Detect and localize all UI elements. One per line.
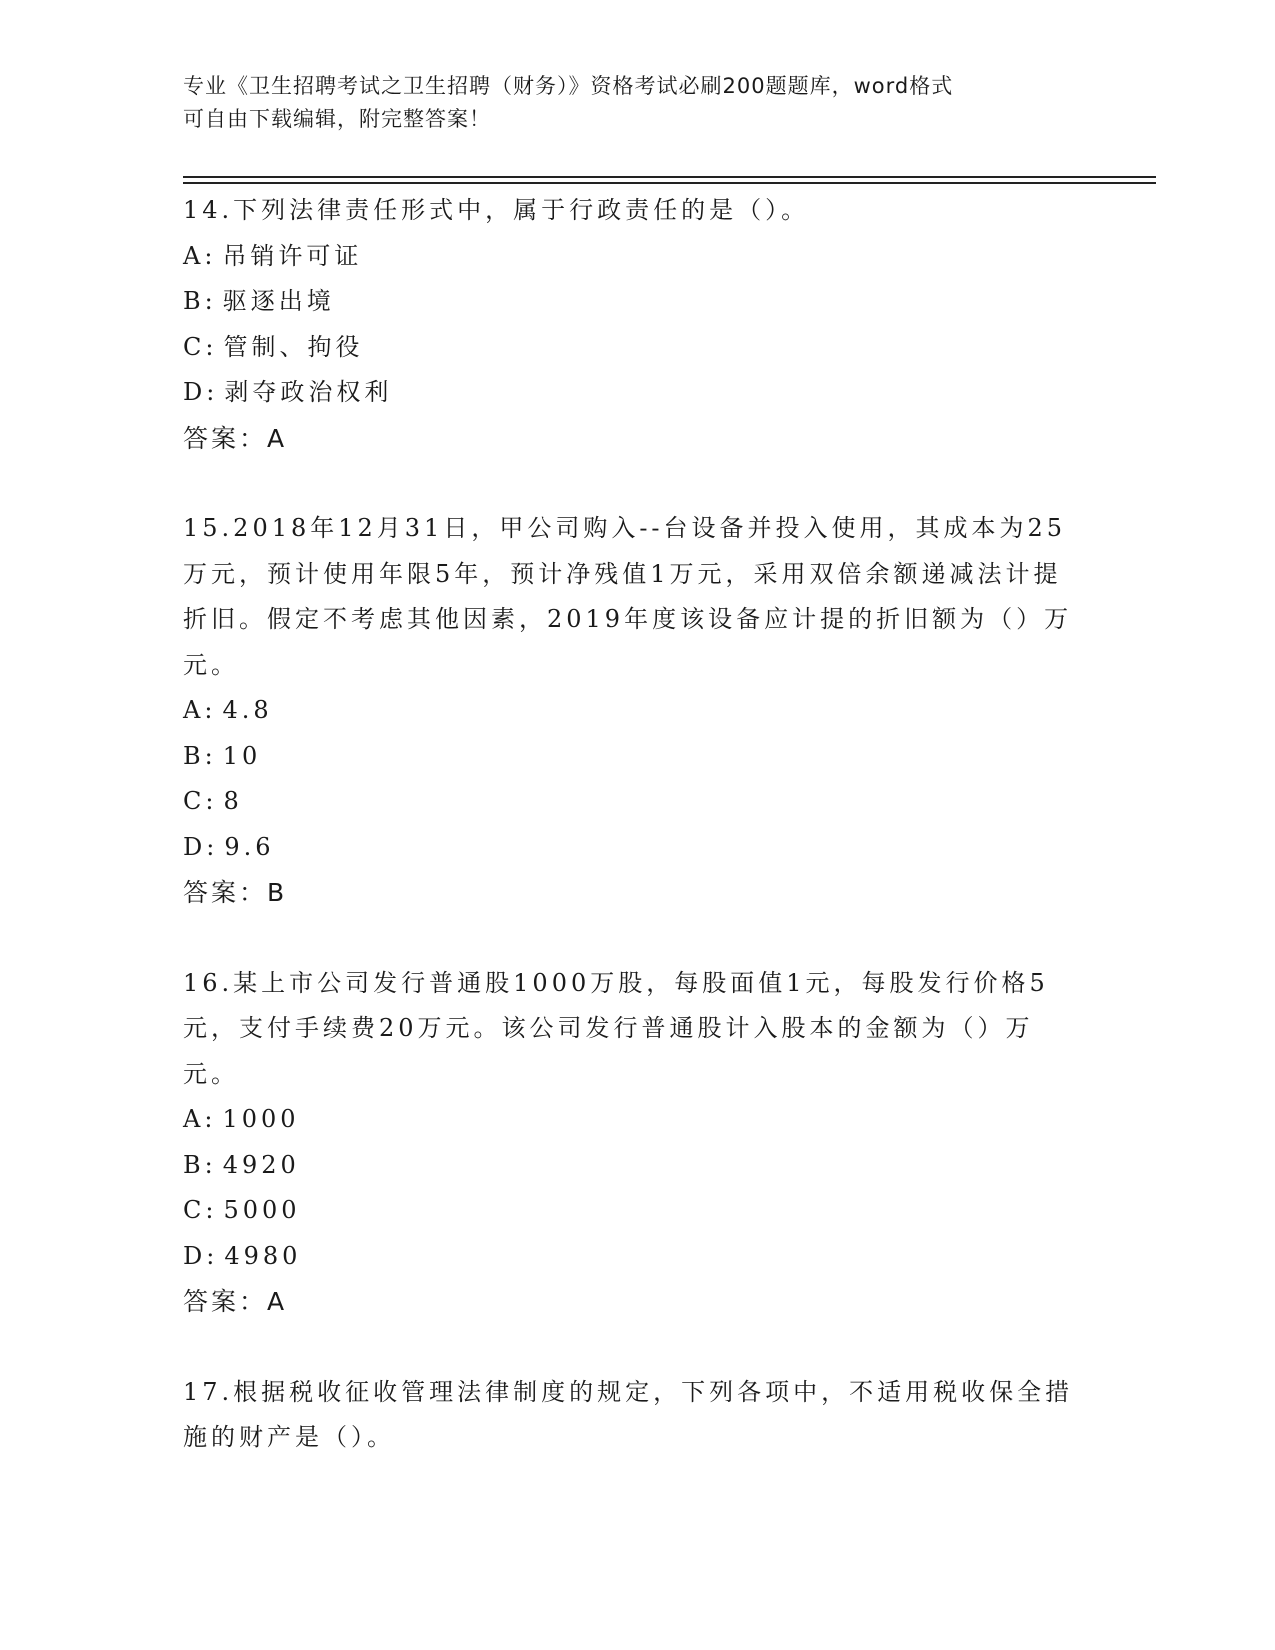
question-stem: 16.某上市公司发行普通股1000万股，每股面值1元，每股发行价格5元，支付手续费20万元。该公司发行普通股计入股本的金额为（）万元。 <box>183 968 1049 1088</box>
option-d <box>183 1234 1083 1280</box>
option-letter: D <box>183 832 207 861</box>
header-line-2: 可自由下载编辑，附完整答案！ <box>183 107 491 131</box>
option-d <box>183 370 1083 416</box>
document-header <box>183 70 1063 136</box>
option-separator: : <box>204 241 217 270</box>
option-a <box>183 234 1083 280</box>
header-divider-top <box>183 176 1156 178</box>
question-15 <box>183 506 1083 916</box>
answer-line <box>183 870 1083 916</box>
option-separator: : <box>204 696 217 724</box>
option-c <box>183 779 1083 825</box>
answer-line <box>183 416 1083 462</box>
option-text: 8 <box>223 787 243 815</box>
option-separator: : <box>204 741 217 770</box>
option-separator: : <box>205 1196 218 1224</box>
answer-value: A <box>267 1287 286 1316</box>
option-letter: B <box>183 741 205 770</box>
answer-line <box>183 1279 1083 1325</box>
option-letter: D <box>183 1241 207 1270</box>
option-text: 吊销许可证 <box>222 241 363 270</box>
option-separator: : <box>206 832 219 861</box>
option-c <box>183 325 1083 371</box>
option-separator: : <box>205 787 218 815</box>
option-text: 9.6 <box>224 832 275 861</box>
option-letter: C <box>183 787 206 815</box>
option-b <box>183 279 1083 325</box>
option-c <box>183 1188 1083 1234</box>
answer-value: A <box>267 423 286 453</box>
option-text: 10 <box>222 741 262 770</box>
option-separator: : <box>206 378 219 406</box>
option-letter: A <box>183 1105 205 1133</box>
option-text: 管制、拘役 <box>223 332 364 361</box>
question-stem: 14.下列法律责任形式中，属于行政责任的是（）。 <box>183 196 810 224</box>
answer-label: 答案： <box>183 878 268 907</box>
option-letter: A <box>183 696 205 724</box>
option-a <box>183 1097 1083 1143</box>
option-text: 5000 <box>223 1196 301 1224</box>
header-line-1: 专业《卫生招聘考试之卫生招聘（财务）》资格考试必刷200题题库，word格式 <box>183 74 954 98</box>
option-separator: : <box>204 287 217 315</box>
option-text: 剥夺政治权利 <box>224 378 393 406</box>
answer-label: 答案： <box>183 423 268 453</box>
option-a <box>183 688 1083 734</box>
option-text: 驱逐出境 <box>222 287 335 315</box>
option-letter: A <box>183 241 205 270</box>
answer-value: B <box>267 878 286 907</box>
question-list <box>183 188 1083 1506</box>
option-separator: : <box>204 1150 217 1179</box>
option-b <box>183 734 1083 780</box>
question-17 <box>183 1370 1083 1461</box>
option-separator: : <box>205 332 218 361</box>
option-text: 4920 <box>222 1150 300 1179</box>
option-letter: C <box>183 1196 206 1224</box>
option-text: 4.8 <box>222 696 273 724</box>
option-separator: : <box>204 1105 217 1133</box>
option-letter: B <box>183 287 205 315</box>
question-16 <box>183 961 1083 1325</box>
answer-label: 答案： <box>183 1287 268 1316</box>
option-text: 4980 <box>224 1241 302 1270</box>
question-stem: 17.根据税收征收管理法律制度的规定，下列各项中，不适用税收保全措施的财产是（）。 <box>183 1377 1074 1451</box>
option-letter: B <box>183 1150 205 1179</box>
option-separator: : <box>206 1241 219 1270</box>
header-divider-bottom <box>183 182 1156 184</box>
option-letter: C <box>183 332 206 361</box>
question-stem: 15.2018年12月31日，甲公司购入--台设备并投入使用，其成本为25万元，预计使用年限5年，预计净残值1万元，采用双倍余额递减法计提折旧。假定不考虑其他因素，2019年度该设备应计提的折旧额为（）万元。 <box>183 514 1073 679</box>
option-d <box>183 825 1083 871</box>
question-14 <box>183 188 1083 461</box>
option-text: 1000 <box>222 1105 300 1133</box>
option-b <box>183 1143 1083 1189</box>
option-letter: D <box>183 378 207 406</box>
